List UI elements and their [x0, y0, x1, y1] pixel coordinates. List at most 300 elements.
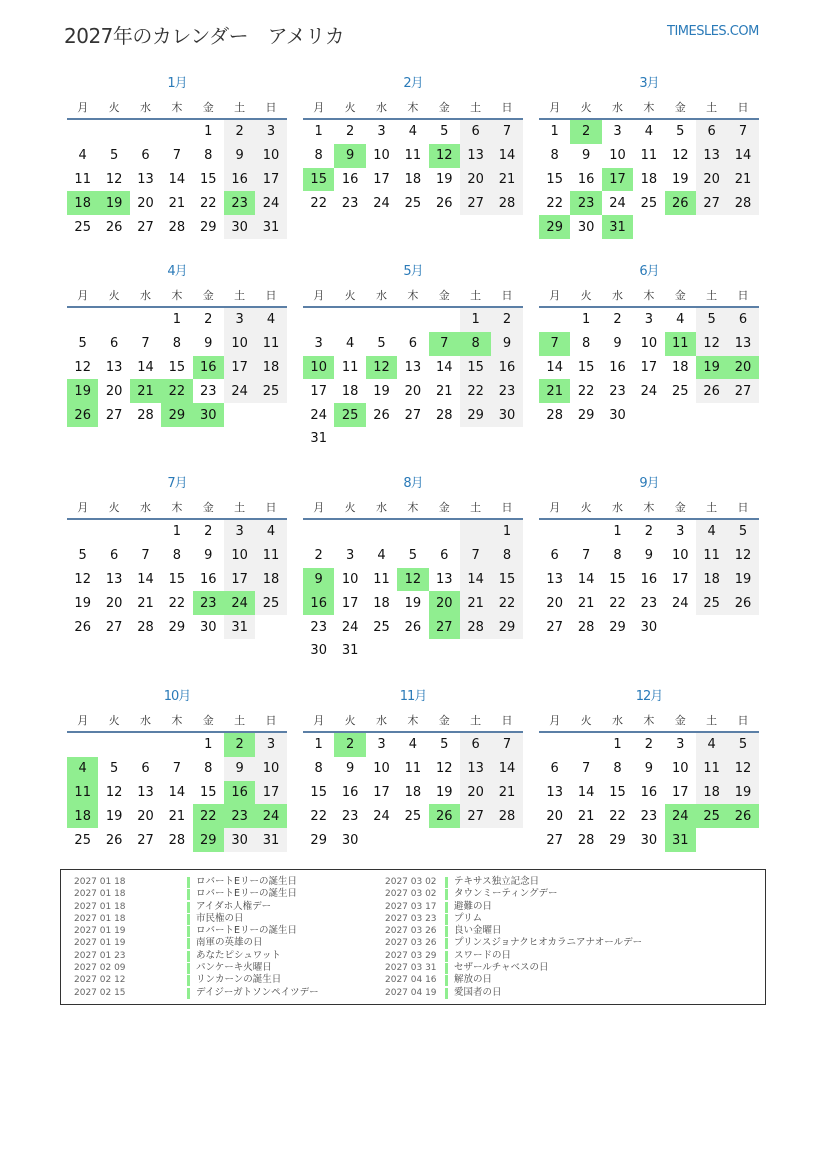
day-cell[interactable]: 13 [404, 359, 422, 375]
day-cell[interactable]: 9 [345, 761, 355, 777]
day-cell[interactable]: 26 [74, 619, 91, 635]
holiday-day-cell[interactable]: 11 [665, 332, 696, 356]
day-cell[interactable]: 3 [676, 737, 685, 753]
day-cell[interactable]: 25 [255, 591, 286, 615]
day-cell[interactable]: 21 [491, 168, 522, 192]
day-cell[interactable]: 16 [341, 171, 359, 187]
day-cell[interactable]: 24 [373, 195, 390, 211]
day-cell[interactable]: 12 [105, 784, 123, 800]
day-cell[interactable]: 27 [105, 407, 123, 423]
day-cell[interactable]: 1 [550, 124, 559, 140]
day-cell[interactable]: 10 [255, 757, 286, 781]
day-cell[interactable]: 4 [696, 733, 727, 757]
day-cell[interactable]: 15 [460, 356, 491, 380]
day-cell[interactable]: 6 [550, 761, 559, 777]
day-cell[interactable]: 6 [109, 548, 119, 564]
day-cell[interactable]: 20 [404, 383, 422, 399]
day-cell[interactable]: 14 [137, 571, 154, 587]
day-cell[interactable]: 3 [644, 312, 653, 328]
day-cell[interactable]: 25 [696, 591, 727, 615]
day-cell[interactable]: 16 [199, 571, 217, 587]
day-cell[interactable]: 10 [373, 761, 390, 777]
day-cell[interactable]: 30 [224, 828, 255, 852]
day-cell[interactable]: 22 [491, 591, 522, 615]
day-cell[interactable]: 29 [491, 615, 522, 639]
day-cell[interactable]: 29 [199, 219, 217, 235]
holiday-day-cell[interactable]: 23 [224, 804, 255, 828]
day-cell[interactable]: 17 [310, 383, 327, 399]
day-cell[interactable]: 28 [491, 191, 522, 215]
holiday-day-cell[interactable]: 2 [224, 733, 255, 757]
day-cell[interactable]: 30 [491, 403, 522, 427]
holiday-day-cell[interactable]: 7 [429, 332, 460, 356]
day-cell[interactable]: 21 [577, 808, 595, 824]
day-cell[interactable]: 14 [435, 359, 453, 375]
day-cell[interactable]: 31 [341, 643, 359, 659]
day-cell[interactable]: 29 [609, 619, 626, 635]
day-cell[interactable]: 19 [105, 808, 123, 824]
day-cell[interactable]: 11 [74, 171, 91, 187]
day-cell[interactable]: 5 [78, 336, 87, 352]
day-cell[interactable]: 13 [546, 784, 563, 800]
day-cell[interactable]: 3 [224, 520, 255, 544]
day-cell[interactable]: 13 [137, 171, 154, 187]
day-cell[interactable]: 12 [105, 171, 123, 187]
holiday-day-cell[interactable]: 23 [570, 191, 601, 215]
day-cell[interactable]: 29 [609, 832, 626, 848]
holiday-day-cell[interactable]: 23 [224, 191, 255, 215]
holiday-day-cell[interactable]: 24 [224, 591, 255, 615]
day-cell[interactable]: 21 [435, 383, 453, 399]
day-cell[interactable]: 24 [255, 191, 286, 215]
holiday-day-cell[interactable]: 22 [193, 804, 224, 828]
day-cell[interactable]: 6 [696, 120, 727, 144]
day-cell[interactable]: 13 [727, 332, 758, 356]
holiday-day-cell[interactable]: 26 [665, 191, 696, 215]
day-cell[interactable]: 28 [168, 219, 186, 235]
holiday-day-cell[interactable]: 24 [255, 804, 286, 828]
holiday-day-cell[interactable]: 2 [334, 733, 365, 757]
day-cell[interactable]: 8 [204, 148, 213, 164]
day-cell[interactable]: 29 [460, 403, 491, 427]
day-cell[interactable]: 26 [105, 832, 123, 848]
holiday-day-cell[interactable]: 9 [303, 568, 334, 592]
day-cell[interactable]: 11 [696, 757, 727, 781]
day-cell[interactable]: 11 [341, 359, 359, 375]
holiday-day-cell[interactable]: 16 [224, 781, 255, 805]
day-cell[interactable]: 9 [224, 757, 255, 781]
day-cell[interactable]: 17 [373, 171, 390, 187]
holiday-day-cell[interactable]: 16 [303, 591, 334, 615]
day-cell[interactable]: 7 [460, 544, 491, 568]
day-cell[interactable]: 30 [640, 832, 658, 848]
day-cell[interactable]: 6 [460, 733, 491, 757]
holiday-day-cell[interactable]: 26 [727, 804, 758, 828]
day-cell[interactable]: 5 [109, 148, 119, 164]
day-cell[interactable]: 16 [491, 356, 522, 380]
holiday-day-cell[interactable]: 31 [665, 828, 696, 852]
day-cell[interactable]: 20 [546, 808, 563, 824]
day-cell[interactable]: 1 [581, 312, 591, 328]
day-cell[interactable]: 26 [435, 195, 453, 211]
day-cell[interactable]: 11 [640, 148, 658, 164]
day-cell[interactable]: 1 [314, 737, 323, 753]
day-cell[interactable]: 12 [74, 571, 91, 587]
day-cell[interactable]: 28 [577, 619, 595, 635]
holiday-day-cell[interactable]: 12 [429, 144, 460, 168]
day-cell[interactable]: 20 [105, 383, 123, 399]
day-cell[interactable]: 23 [310, 619, 327, 635]
day-cell[interactable]: 31 [255, 828, 286, 852]
day-cell[interactable]: 6 [460, 120, 491, 144]
day-cell[interactable]: 14 [491, 757, 522, 781]
day-cell[interactable]: 5 [727, 733, 758, 757]
day-cell[interactable]: 30 [224, 215, 255, 239]
day-cell[interactable]: 19 [671, 171, 689, 187]
day-cell[interactable]: 13 [435, 571, 453, 587]
day-cell[interactable]: 1 [460, 308, 491, 332]
day-cell[interactable]: 13 [546, 571, 563, 587]
day-cell[interactable]: 2 [224, 120, 255, 144]
day-cell[interactable]: 21 [460, 591, 491, 615]
day-cell[interactable]: 7 [172, 761, 181, 777]
holiday-day-cell[interactable]: 2 [570, 120, 601, 144]
day-cell[interactable]: 6 [408, 336, 417, 352]
day-cell[interactable]: 8 [491, 544, 522, 568]
day-cell[interactable]: 1 [613, 737, 622, 753]
holiday-day-cell[interactable]: 26 [67, 403, 98, 427]
day-cell[interactable]: 7 [491, 120, 522, 144]
day-cell[interactable]: 20 [460, 781, 491, 805]
day-cell[interactable]: 27 [137, 832, 154, 848]
holiday-day-cell[interactable]: 8 [460, 332, 491, 356]
day-cell[interactable]: 10 [671, 548, 689, 564]
day-cell[interactable]: 2 [644, 524, 653, 540]
day-cell[interactable]: 15 [168, 571, 186, 587]
day-cell[interactable]: 7 [491, 733, 522, 757]
day-cell[interactable]: 24 [671, 595, 689, 611]
holiday-day-cell[interactable]: 25 [334, 403, 365, 427]
day-cell[interactable]: 16 [640, 784, 658, 800]
day-cell[interactable]: 26 [696, 379, 727, 403]
day-cell[interactable]: 14 [137, 359, 154, 375]
day-cell[interactable]: 27 [137, 219, 154, 235]
day-cell[interactable]: 28 [137, 619, 154, 635]
day-cell[interactable]: 26 [105, 219, 123, 235]
day-cell[interactable]: 29 [577, 407, 595, 423]
holiday-day-cell[interactable]: 16 [193, 356, 224, 380]
day-cell[interactable]: 14 [727, 144, 758, 168]
day-cell[interactable]: 23 [491, 379, 522, 403]
holiday-day-cell[interactable]: 19 [696, 356, 727, 380]
day-cell[interactable]: 16 [609, 359, 626, 375]
day-cell[interactable]: 30 [341, 832, 359, 848]
day-cell[interactable]: 11 [373, 571, 390, 587]
day-cell[interactable]: 4 [408, 737, 417, 753]
day-cell[interactable]: 25 [640, 195, 658, 211]
day-cell[interactable]: 22 [460, 379, 491, 403]
day-cell[interactable]: 3 [377, 124, 386, 140]
day-cell[interactable]: 19 [74, 595, 91, 611]
day-cell[interactable]: 12 [727, 757, 758, 781]
holiday-day-cell[interactable]: 17 [602, 168, 633, 192]
day-cell[interactable]: 26 [404, 619, 422, 635]
holiday-day-cell[interactable]: 26 [429, 804, 460, 828]
day-cell[interactable]: 27 [460, 191, 491, 215]
day-cell[interactable]: 14 [577, 784, 595, 800]
day-cell[interactable]: 24 [609, 195, 626, 211]
day-cell[interactable]: 2 [644, 737, 653, 753]
day-cell[interactable]: 3 [224, 308, 255, 332]
day-cell[interactable]: 4 [644, 124, 653, 140]
day-cell[interactable]: 9 [644, 761, 653, 777]
day-cell[interactable]: 31 [310, 431, 327, 447]
day-cell[interactable]: 13 [137, 784, 154, 800]
day-cell[interactable]: 28 [460, 615, 491, 639]
holiday-day-cell[interactable]: 27 [429, 615, 460, 639]
day-cell[interactable]: 15 [546, 171, 563, 187]
day-cell[interactable]: 3 [255, 120, 286, 144]
holiday-day-cell[interactable]: 21 [130, 379, 161, 403]
day-cell[interactable]: 13 [105, 571, 123, 587]
day-cell[interactable]: 30 [609, 407, 626, 423]
day-cell[interactable]: 27 [404, 407, 422, 423]
day-cell[interactable]: 19 [727, 781, 758, 805]
day-cell[interactable]: 6 [109, 336, 119, 352]
day-cell[interactable]: 18 [341, 383, 359, 399]
day-cell[interactable]: 4 [377, 548, 386, 564]
day-cell[interactable]: 1 [204, 737, 213, 753]
holiday-day-cell[interactable]: 10 [303, 356, 334, 380]
day-cell[interactable]: 16 [341, 784, 359, 800]
day-cell[interactable]: 28 [546, 407, 563, 423]
day-cell[interactable]: 27 [105, 619, 123, 635]
day-cell[interactable]: 27 [727, 379, 758, 403]
day-cell[interactable]: 18 [696, 781, 727, 805]
day-cell[interactable]: 28 [137, 407, 154, 423]
day-cell[interactable]: 5 [440, 124, 449, 140]
day-cell[interactable]: 24 [224, 379, 255, 403]
brand-logo-text[interactable]: TIMESLES.COM [667, 24, 759, 39]
day-cell[interactable]: 22 [546, 195, 563, 211]
day-cell[interactable]: 4 [676, 312, 685, 328]
day-cell[interactable]: 9 [204, 336, 213, 352]
day-cell[interactable]: 3 [314, 336, 323, 352]
day-cell[interactable]: 28 [168, 832, 186, 848]
day-cell[interactable]: 10 [255, 144, 286, 168]
day-cell[interactable]: 23 [199, 383, 217, 399]
day-cell[interactable]: 27 [460, 804, 491, 828]
day-cell[interactable]: 23 [640, 808, 658, 824]
holiday-day-cell[interactable]: 23 [193, 591, 224, 615]
holiday-day-cell[interactable]: 25 [696, 804, 727, 828]
day-cell[interactable]: 24 [640, 383, 658, 399]
day-cell[interactable]: 8 [314, 761, 323, 777]
holiday-day-cell[interactable]: 4 [67, 757, 98, 781]
day-cell[interactable]: 10 [609, 148, 626, 164]
day-cell[interactable]: 28 [577, 832, 595, 848]
holiday-day-cell[interactable]: 29 [193, 828, 224, 852]
day-cell[interactable]: 21 [727, 168, 758, 192]
day-cell[interactable]: 22 [168, 595, 186, 611]
day-cell[interactable]: 17 [671, 784, 689, 800]
holiday-day-cell[interactable]: 7 [539, 332, 570, 356]
day-cell[interactable]: 1 [314, 124, 323, 140]
day-cell[interactable]: 15 [609, 784, 626, 800]
day-cell[interactable]: 16 [577, 171, 595, 187]
day-cell[interactable]: 8 [613, 548, 622, 564]
day-cell[interactable]: 18 [404, 171, 422, 187]
day-cell[interactable]: 18 [671, 359, 689, 375]
day-cell[interactable]: 21 [168, 195, 186, 211]
day-cell[interactable]: 10 [373, 148, 390, 164]
day-cell[interactable]: 7 [172, 148, 181, 164]
day-cell[interactable]: 27 [546, 619, 563, 635]
holiday-day-cell[interactable]: 9 [334, 144, 365, 168]
holiday-day-cell[interactable]: 19 [98, 191, 129, 215]
day-cell[interactable]: 21 [491, 781, 522, 805]
day-cell[interactable]: 23 [609, 383, 626, 399]
holiday-day-cell[interactable]: 18 [67, 804, 98, 828]
holiday-day-cell[interactable]: 30 [193, 403, 224, 427]
day-cell[interactable]: 14 [168, 784, 186, 800]
day-cell[interactable]: 22 [310, 808, 327, 824]
day-cell[interactable]: 3 [676, 524, 685, 540]
day-cell[interactable]: 9 [581, 148, 591, 164]
day-cell[interactable]: 25 [404, 808, 422, 824]
day-cell[interactable]: 20 [460, 168, 491, 192]
day-cell[interactable]: 10 [224, 332, 255, 356]
holiday-day-cell[interactable]: 22 [161, 379, 192, 403]
day-cell[interactable]: 19 [435, 171, 453, 187]
holiday-day-cell[interactable]: 19 [67, 379, 98, 403]
day-cell[interactable]: 5 [676, 124, 685, 140]
day-cell[interactable]: 15 [577, 359, 595, 375]
holiday-day-cell[interactable]: 24 [665, 804, 696, 828]
day-cell[interactable]: 8 [314, 148, 323, 164]
day-cell[interactable]: 20 [546, 595, 563, 611]
day-cell[interactable]: 12 [696, 332, 727, 356]
day-cell[interactable]: 30 [310, 643, 327, 659]
day-cell[interactable]: 8 [172, 336, 181, 352]
day-cell[interactable]: 11 [255, 544, 286, 568]
day-cell[interactable]: 22 [310, 195, 327, 211]
day-cell[interactable]: 9 [224, 144, 255, 168]
day-cell[interactable]: 2 [491, 308, 522, 332]
day-cell[interactable]: 7 [581, 761, 591, 777]
day-cell[interactable]: 2 [613, 312, 622, 328]
holiday-day-cell[interactable]: 12 [397, 568, 428, 592]
day-cell[interactable]: 17 [224, 568, 255, 592]
day-cell[interactable]: 26 [373, 407, 390, 423]
day-cell[interactable]: 23 [341, 808, 359, 824]
holiday-day-cell[interactable]: 11 [67, 781, 98, 805]
day-cell[interactable]: 29 [310, 832, 327, 848]
day-cell[interactable]: 20 [105, 595, 123, 611]
holiday-day-cell[interactable]: 29 [161, 403, 192, 427]
day-cell[interactable]: 26 [727, 591, 758, 615]
holiday-day-cell[interactable]: 15 [303, 168, 334, 192]
day-cell[interactable]: 17 [671, 571, 689, 587]
day-cell[interactable]: 8 [204, 761, 213, 777]
day-cell[interactable]: 28 [491, 804, 522, 828]
day-cell[interactable]: 3 [345, 548, 355, 564]
day-cell[interactable]: 20 [696, 168, 727, 192]
day-cell[interactable]: 4 [78, 148, 87, 164]
day-cell[interactable]: 22 [577, 383, 595, 399]
day-cell[interactable]: 19 [435, 784, 453, 800]
day-cell[interactable]: 18 [640, 171, 658, 187]
holiday-day-cell[interactable]: 12 [366, 356, 397, 380]
day-cell[interactable]: 25 [255, 379, 286, 403]
day-cell[interactable]: 25 [671, 383, 689, 399]
day-cell[interactable]: 17 [341, 595, 359, 611]
day-cell[interactable]: 18 [404, 784, 422, 800]
day-cell[interactable]: 10 [341, 571, 359, 587]
day-cell[interactable]: 25 [74, 219, 91, 235]
day-cell[interactable]: 18 [373, 595, 390, 611]
day-cell[interactable]: 3 [377, 737, 386, 753]
day-cell[interactable]: 23 [341, 195, 359, 211]
day-cell[interactable]: 12 [435, 761, 453, 777]
day-cell[interactable]: 18 [696, 568, 727, 592]
day-cell[interactable]: 18 [255, 356, 286, 380]
day-cell[interactable]: 10 [640, 336, 658, 352]
day-cell[interactable]: 12 [727, 544, 758, 568]
day-cell[interactable]: 3 [255, 733, 286, 757]
day-cell[interactable]: 4 [345, 336, 355, 352]
day-cell[interactable]: 31 [224, 615, 255, 639]
day-cell[interactable]: 15 [199, 784, 217, 800]
day-cell[interactable]: 11 [696, 544, 727, 568]
day-cell[interactable]: 31 [255, 215, 286, 239]
day-cell[interactable]: 7 [141, 548, 150, 564]
day-cell[interactable]: 5 [408, 548, 417, 564]
day-cell[interactable]: 14 [168, 171, 186, 187]
day-cell[interactable]: 17 [255, 781, 286, 805]
day-cell[interactable]: 1 [172, 524, 181, 540]
day-cell[interactable]: 11 [404, 761, 422, 777]
day-cell[interactable]: 24 [373, 808, 390, 824]
day-cell[interactable]: 19 [727, 568, 758, 592]
day-cell[interactable]: 5 [440, 737, 449, 753]
day-cell[interactable]: 8 [550, 148, 559, 164]
day-cell[interactable]: 28 [727, 191, 758, 215]
day-cell[interactable]: 10 [224, 544, 255, 568]
day-cell[interactable]: 5 [727, 520, 758, 544]
day-cell[interactable]: 15 [310, 784, 327, 800]
day-cell[interactable]: 28 [435, 407, 453, 423]
day-cell[interactable]: 1 [204, 124, 213, 140]
day-cell[interactable]: 7 [727, 120, 758, 144]
holiday-day-cell[interactable]: 20 [429, 591, 460, 615]
day-cell[interactable]: 1 [491, 520, 522, 544]
day-cell[interactable]: 30 [640, 619, 658, 635]
day-cell[interactable]: 17 [640, 359, 658, 375]
day-cell[interactable]: 15 [609, 571, 626, 587]
day-cell[interactable]: 22 [609, 808, 626, 824]
day-cell[interactable]: 2 [204, 524, 213, 540]
day-cell[interactable]: 20 [137, 808, 154, 824]
day-cell[interactable]: 17 [224, 356, 255, 380]
day-cell[interactable]: 13 [460, 144, 491, 168]
day-cell[interactable]: 2 [345, 124, 355, 140]
day-cell[interactable]: 9 [204, 548, 213, 564]
holiday-day-cell[interactable]: 20 [727, 356, 758, 380]
day-cell[interactable]: 9 [613, 336, 622, 352]
day-cell[interactable]: 25 [74, 832, 91, 848]
day-cell[interactable]: 24 [341, 619, 359, 635]
